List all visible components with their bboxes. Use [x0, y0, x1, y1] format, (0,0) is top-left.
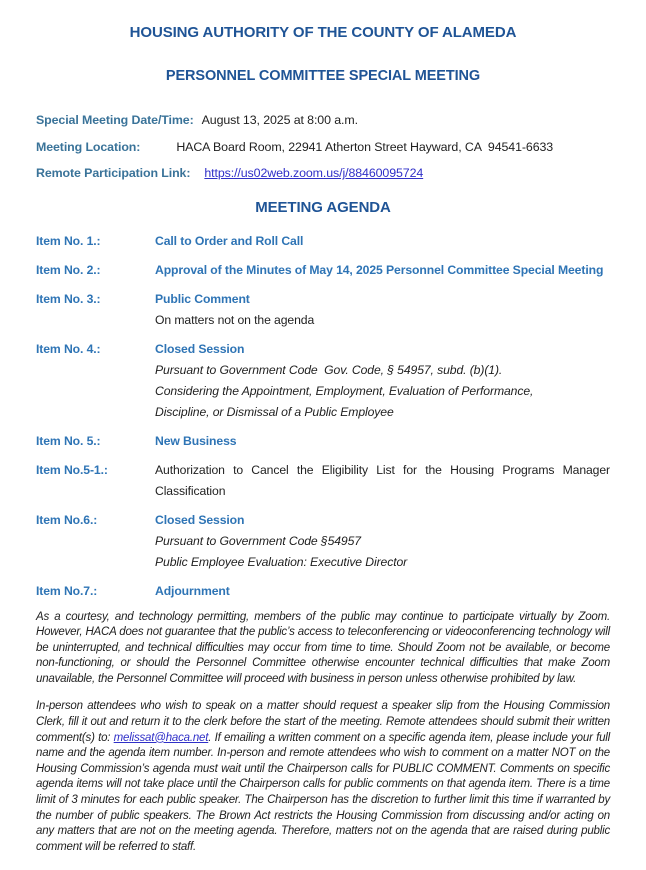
- agenda-item-title: Approval of the Minutes of May 14, 2025 Personnel Committee Special Meeting: [155, 262, 604, 277]
- agenda-item-title: Adjournment: [155, 583, 230, 598]
- agenda-item: [36, 460, 610, 502]
- agenda-item-body: On matters not on the agenda: [155, 312, 315, 327]
- meeting-subtitle: PERSONNEL COMMITTEE SPECIAL MEETING: [165, 68, 481, 84]
- meeting-meta: [36, 107, 610, 187]
- agenda-item-label: Item No.5-1.:: [36, 462, 108, 477]
- footer-notes: [36, 610, 610, 856]
- agenda-item: [36, 260, 610, 281]
- page-title: HOUSING AUTHORITY OF THE COUNTY OF ALAMEDA: [129, 24, 517, 41]
- agenda-item-title: Closed Session: [155, 341, 245, 356]
- agenda-item-content: [155, 260, 610, 281]
- agenda-item-title: Public Comment: [155, 291, 250, 306]
- agenda-item-title: Closed Session: [155, 512, 245, 527]
- meta-row: [36, 134, 610, 161]
- meta-row: [36, 160, 610, 187]
- agenda-item-title: Call to Order and Roll Call: [155, 233, 304, 248]
- agenda-list: [36, 231, 610, 602]
- agenda-item: [36, 431, 610, 452]
- agenda-item-body: Authorization to Cancel the Eligibility List for the Housing Programs Manager Classification: [155, 462, 610, 498]
- agenda-item-notes: Pursuant to Government Code §54957 Public Employee Evaluation: Executive Director: [155, 533, 408, 569]
- agenda-item-label: Item No. 2.:: [36, 262, 101, 277]
- email-link[interactable]: melissat@haca.net: [113, 731, 209, 744]
- agenda-item: [36, 231, 610, 252]
- footer-paragraph-public-comment: [36, 699, 610, 855]
- agenda-item: [36, 581, 610, 602]
- agenda-heading: MEETING AGENDA: [255, 198, 391, 216]
- meta-value: HACA Board Room, 22941 Atherton Street Hayward, CA 94541-6633: [176, 139, 554, 154]
- zoom-link[interactable]: https://us02web.zoom.us/j/88460095724: [204, 166, 424, 181]
- footer-paragraph2-after-email: . If emailing a written comment on a specific agenda item, please include your full name and the agenda item number. In-person and remote attendees who wish to comment on a matter NOT on the Housing Commission’s agenda must wait until the Chairperson calls for PUBLIC COMMENT. Comments on specific agenda items will not take place until the Chairperson calls for public comments on that agenda item. There is a time limit of 3 minutes for each public speaker. The Chairperson has the discretion to further limit this time if warranted by the number of public speakers. The Brown Act restricts the Housing Commission from discussing and/or acting on any matters that are not on the meeting agenda. Therefore, matters not on the agenda that are raised during public comment will be referred to staff.: [36, 731, 610, 853]
- agenda-item-label: Item No. 4.:: [36, 341, 101, 356]
- meta-value: August 13, 2025 at 8:00 a.m.: [201, 113, 358, 128]
- agenda-item-label: Item No.7.:: [36, 583, 98, 598]
- agenda-item: [36, 289, 610, 331]
- agenda-item-label: Item No. 5.:: [36, 433, 101, 448]
- footer-paragraph2-before-email: In-person attendees who wish to speak on a matter should request a speaker slip from the Housing Commission Clerk, fill it out and return it to the clerk before the start of the meeting. Remote attendees should submit their written comment(s) to:: [36, 700, 610, 744]
- meta-label: Remote Participation Link:: [36, 166, 191, 181]
- agenda-item-content: [155, 460, 610, 502]
- agenda-item: [36, 339, 610, 423]
- footer-paragraph-zoom-notice: As a courtesy, and technology permitting, members of the public may continue to participate virtually by Zoom. However, HACA does not guarantee that the public’s access to teleconferencing or videoconferencing technology will be uninterrupted, and technical difficulties may occur from time to time. Should Zoom not be available, or become non-functioning, or should the Personnel Committee otherwise encounter technical difficulties that make Zoom unavailable, the Personnel Committee will proceed with business in person unless otherwise prohibited by law.: [36, 610, 610, 685]
- agenda-item-content: [155, 339, 610, 423]
- agenda-item-label: Item No.6.:: [36, 512, 98, 527]
- agenda-item-title: New Business: [155, 433, 237, 448]
- meta-row: [36, 107, 610, 134]
- agenda-item-label: Item No. 3.:: [36, 291, 101, 306]
- agenda-item-notes: Pursuant to Government Code Gov. Code, § 54957, subd. (b)(1). Considering the Appointment, Employment, Evaluation of Performance, Discipline, or Dismissal of a Public Employee: [155, 362, 534, 419]
- meta-label: Special Meeting Date/Time:: [36, 113, 194, 128]
- agenda-item-content: [155, 231, 610, 252]
- agenda-item-content: [155, 289, 610, 331]
- meta-label: Meeting Location:: [36, 139, 141, 154]
- agenda-item-content: [155, 431, 610, 452]
- agenda-item-label: Item No. 1.:: [36, 233, 101, 248]
- agenda-item-content: [155, 581, 610, 602]
- agenda-item-content: [155, 510, 610, 573]
- agenda-item: [36, 510, 610, 573]
